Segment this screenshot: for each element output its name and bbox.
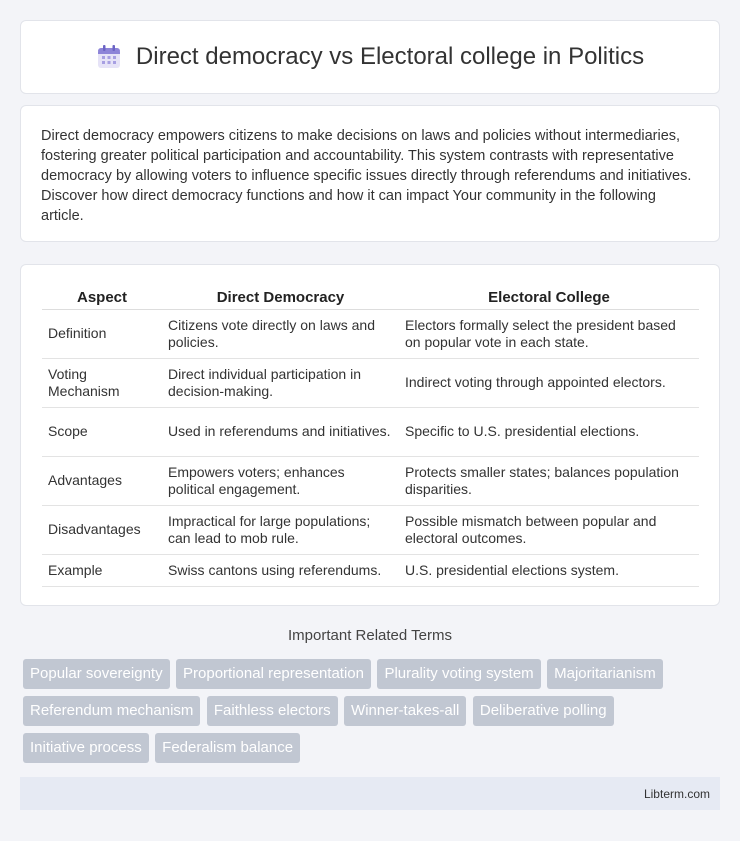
intro-text: Direct democracy empowers citizens to make decisions on laws and policies without intermediaries, fostering greater political participation and accountability. This system contrasts with representative democracy by allowing voters to influence specific issues directly through referendums and initiatives. Discover how direct democracy functions and how it can impact Your community in the following article. <box>41 128 692 224</box>
table-row <box>42 457 699 506</box>
calendar-icon <box>96 44 122 70</box>
table-cell: Used in referendums and initiatives. <box>162 408 399 457</box>
table-cell: Voting Mechanism <box>42 359 162 408</box>
header-direct-democracy: Direct Democracy <box>162 285 399 310</box>
related-term-tag[interactable]: Referendum mechanism <box>23 696 200 726</box>
table-cell: Specific to U.S. presidential elections. <box>399 408 699 457</box>
related-term-tag[interactable]: Initiative process <box>23 733 149 763</box>
related-terms-title: Important Related Terms <box>288 627 452 644</box>
table-cell: Protects smaller states; balances population disparities. <box>399 457 699 506</box>
related-term-tag[interactable]: Proportional representation <box>176 659 371 689</box>
table-row <box>42 408 699 457</box>
related-terms-list <box>23 659 723 770</box>
table-cell: Empowers voters; enhances political engagement. <box>162 457 399 506</box>
footer <box>20 777 720 810</box>
table-cell: Indirect voting through appointed electors. <box>399 359 699 408</box>
table-row <box>42 310 699 359</box>
table-cell: Citizens vote directly on laws and policies. <box>162 310 399 359</box>
related-term-tag[interactable]: Plurality voting system <box>377 659 540 689</box>
table-cell: Scope <box>42 408 162 457</box>
table-cell: U.S. presidential elections system. <box>399 555 699 587</box>
table-cell: Definition <box>42 310 162 359</box>
related-term-tag[interactable]: Deliberative polling <box>473 696 614 726</box>
related-term-tag[interactable]: Popular sovereignty <box>23 659 170 689</box>
table-row <box>42 506 699 555</box>
table-cell: Direct individual participation in decision-making. <box>162 359 399 408</box>
table-cell: Disadvantages <box>42 506 162 555</box>
comparison-card <box>20 264 720 606</box>
related-term-tag[interactable]: Faithless electors <box>207 696 338 726</box>
header-electoral-college: Electoral College <box>399 285 699 310</box>
page-title: Direct democracy vs Electoral college in Politics <box>135 43 645 70</box>
related-term-tag[interactable]: Winner-takes-all <box>344 696 466 726</box>
intro-card <box>20 105 720 242</box>
table-cell: Example <box>42 555 162 587</box>
table-header-row <box>42 285 699 310</box>
table-cell: Swiss cantons using referendums. <box>162 555 399 587</box>
table-cell: Electors formally select the president based on popular vote in each state. <box>399 310 699 359</box>
footer-site-link[interactable]: Libterm.com <box>643 787 710 801</box>
table-cell: Possible mismatch between popular and electoral outcomes. <box>399 506 699 555</box>
table-cell: Advantages <box>42 457 162 506</box>
header-aspect: Aspect <box>42 285 162 310</box>
table-cell: Impractical for large populations; can lead to mob rule. <box>162 506 399 555</box>
related-term-tag[interactable]: Majoritarianism <box>547 659 663 689</box>
title-card <box>20 20 720 94</box>
related-term-tag[interactable]: Federalism balance <box>155 733 300 763</box>
table-row <box>42 359 699 408</box>
table-row <box>42 555 699 587</box>
comparison-table <box>42 285 699 587</box>
